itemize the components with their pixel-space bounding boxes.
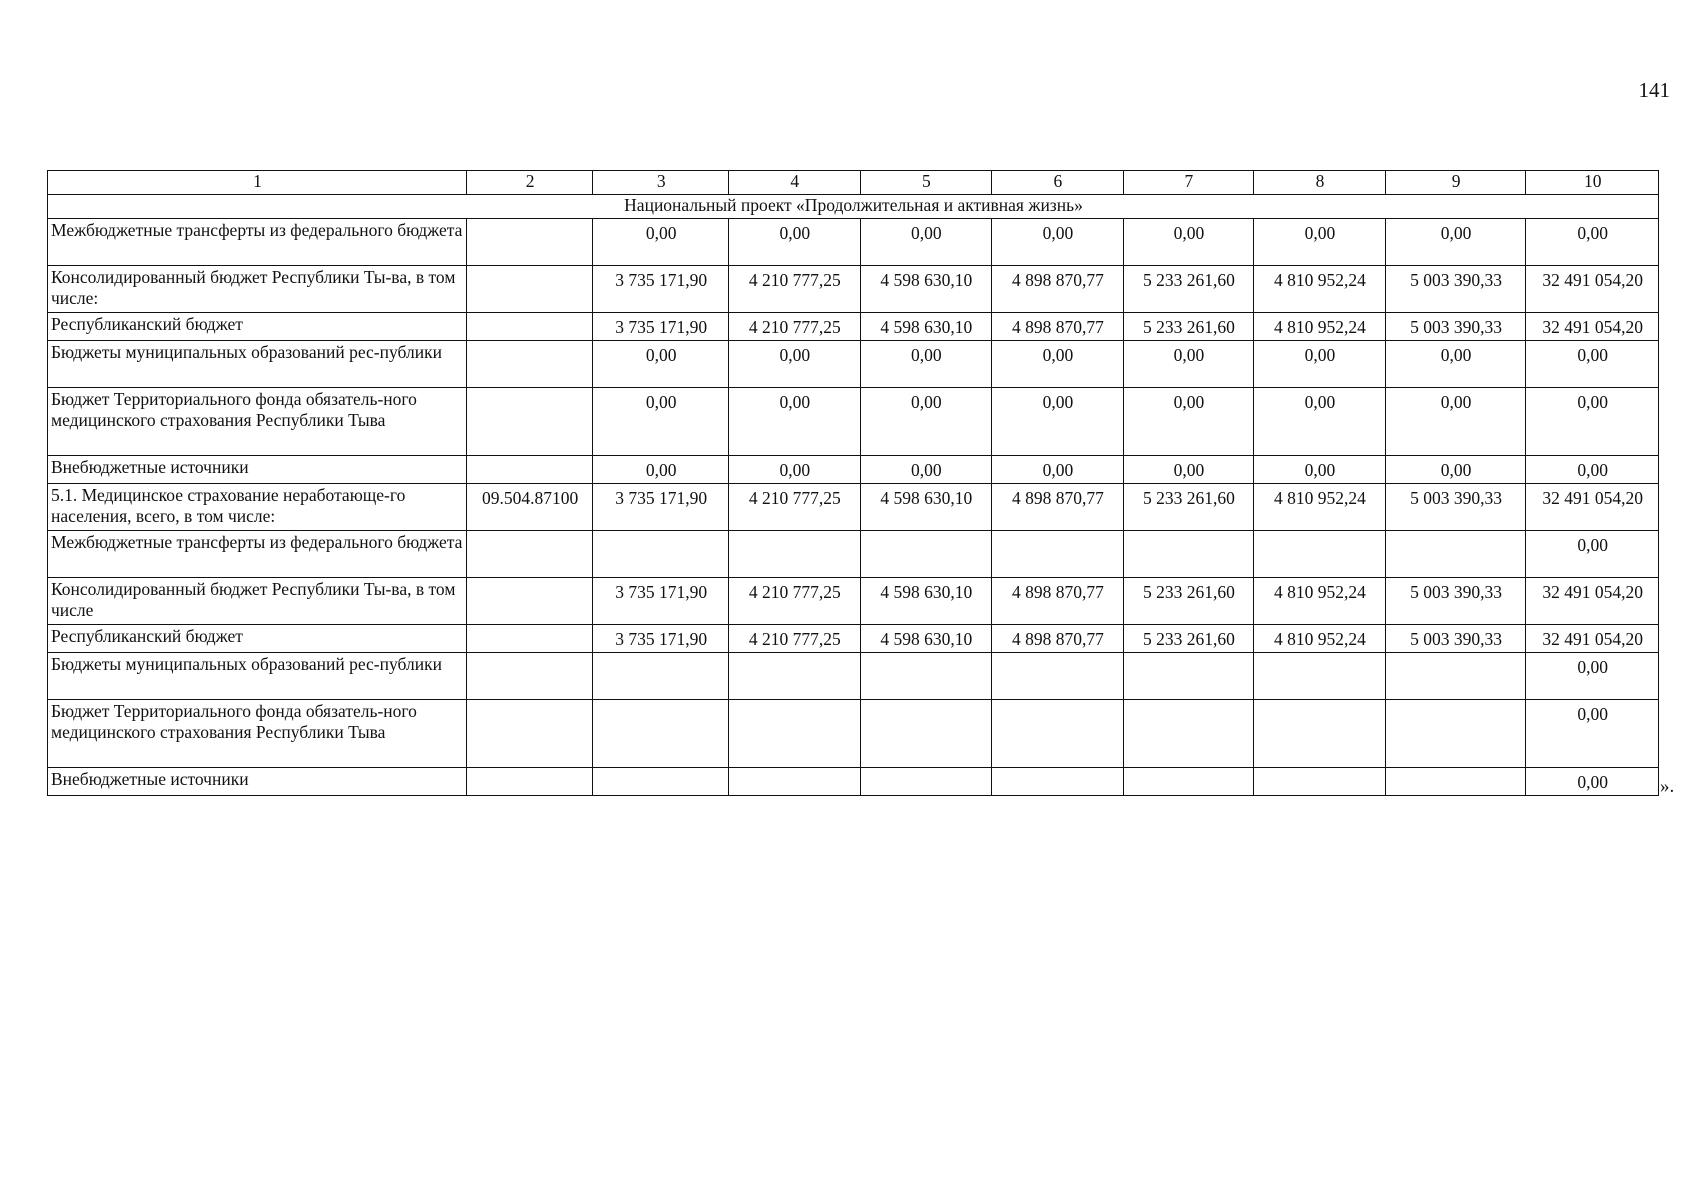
value-cell: 3 735 171,90 xyxy=(593,266,729,313)
value-cell xyxy=(1254,653,1386,700)
value-cell: 3 735 171,90 xyxy=(593,578,729,625)
value-cell: 0,00 xyxy=(593,219,729,266)
row-label: Внебюджетные источники xyxy=(48,768,467,796)
table-row xyxy=(48,578,1659,625)
value-cell: 32 491 054,20 xyxy=(1526,484,1659,531)
value-cell: 0,00 xyxy=(1385,219,1526,266)
value-cell: 0,00 xyxy=(1526,341,1659,388)
column-number-cell: 4 xyxy=(729,171,861,195)
value-cell: 4 598 630,10 xyxy=(860,625,992,653)
value-cell: 4 598 630,10 xyxy=(860,578,992,625)
row-code xyxy=(466,266,592,313)
closing-quote-mark: ». xyxy=(1660,776,1675,797)
row-code xyxy=(466,625,592,653)
value-cell xyxy=(1254,768,1386,796)
row-code: 09.504.87100 xyxy=(466,484,592,531)
value-cell: 4 898 870,77 xyxy=(992,578,1124,625)
value-cell: 0,00 xyxy=(729,341,861,388)
value-cell: 5 003 390,33 xyxy=(1385,484,1526,531)
value-cell: 0,00 xyxy=(1254,219,1386,266)
table-row xyxy=(48,456,1659,484)
value-cell: 4 898 870,77 xyxy=(992,266,1124,313)
row-label: Консолидированный бюджет Республики Ты-ва, в том числе xyxy=(48,578,467,625)
value-cell: 5 233 261,60 xyxy=(1123,266,1254,313)
column-number-cell: 3 xyxy=(593,171,729,195)
table-row xyxy=(48,219,1659,266)
value-cell: 0,00 xyxy=(1123,219,1254,266)
value-cell: 0,00 xyxy=(860,456,992,484)
value-cell: 5 003 390,33 xyxy=(1385,578,1526,625)
budget-table xyxy=(47,170,1659,796)
row-code xyxy=(466,531,592,578)
value-cell xyxy=(1123,768,1254,796)
value-cell xyxy=(1385,531,1526,578)
value-cell: 0,00 xyxy=(1526,388,1659,456)
column-number-cell: 8 xyxy=(1254,171,1386,195)
value-cell: 4 598 630,10 xyxy=(860,484,992,531)
value-cell: 4 810 952,24 xyxy=(1254,266,1386,313)
value-cell xyxy=(860,531,992,578)
value-cell: 4 598 630,10 xyxy=(860,313,992,341)
value-cell xyxy=(1385,653,1526,700)
row-label: Внебюджетные источники xyxy=(48,456,467,484)
value-cell: 0,00 xyxy=(729,456,861,484)
column-number-cell: 9 xyxy=(1385,171,1526,195)
value-cell: 0,00 xyxy=(1526,768,1659,796)
value-cell: 0,00 xyxy=(860,219,992,266)
value-cell xyxy=(729,653,861,700)
value-cell xyxy=(729,531,861,578)
table-row xyxy=(48,388,1659,456)
value-cell: 0,00 xyxy=(992,388,1124,456)
page-number: 141 xyxy=(1638,78,1670,102)
value-cell: 4 898 870,77 xyxy=(992,625,1124,653)
value-cell xyxy=(860,700,992,768)
value-cell: 4 810 952,24 xyxy=(1254,313,1386,341)
value-cell: 4 898 870,77 xyxy=(992,313,1124,341)
value-cell: 0,00 xyxy=(1385,341,1526,388)
section-title: Национальный проект «Продолжительная и активная жизнь» xyxy=(48,195,1659,219)
table-row xyxy=(48,653,1659,700)
value-cell xyxy=(593,531,729,578)
value-cell xyxy=(1254,531,1386,578)
value-cell: 32 491 054,20 xyxy=(1526,266,1659,313)
value-cell: 4 898 870,77 xyxy=(992,484,1124,531)
value-cell: 4 210 777,25 xyxy=(729,578,861,625)
table-row xyxy=(48,768,1659,796)
value-cell xyxy=(1123,653,1254,700)
value-cell: 0,00 xyxy=(1526,700,1659,768)
value-cell: 0,00 xyxy=(860,341,992,388)
value-cell: 32 491 054,20 xyxy=(1526,625,1659,653)
table-row xyxy=(48,341,1659,388)
row-code xyxy=(466,578,592,625)
value-cell xyxy=(860,653,992,700)
value-cell: 4 810 952,24 xyxy=(1254,625,1386,653)
column-number-row xyxy=(48,171,1659,195)
row-code xyxy=(466,768,592,796)
value-cell: 4 210 777,25 xyxy=(729,625,861,653)
value-cell: 0,00 xyxy=(593,456,729,484)
value-cell: 0,00 xyxy=(1526,531,1659,578)
column-number-cell: 7 xyxy=(1123,171,1254,195)
value-cell: 4 810 952,24 xyxy=(1254,578,1386,625)
table-row xyxy=(48,266,1659,313)
row-label: Бюджет Территориального фонда обязатель-ного медицинского страхования Республики Тыва xyxy=(48,388,467,456)
row-code xyxy=(466,341,592,388)
value-cell: 0,00 xyxy=(593,388,729,456)
table-row xyxy=(48,625,1659,653)
value-cell: 32 491 054,20 xyxy=(1526,578,1659,625)
value-cell xyxy=(593,700,729,768)
value-cell: 0,00 xyxy=(860,388,992,456)
value-cell: 0,00 xyxy=(992,219,1124,266)
value-cell: 0,00 xyxy=(1254,388,1386,456)
value-cell xyxy=(729,768,861,796)
value-cell xyxy=(1254,700,1386,768)
row-label: Республиканский бюджет xyxy=(48,625,467,653)
value-cell: 0,00 xyxy=(1385,388,1526,456)
value-cell: 0,00 xyxy=(1526,456,1659,484)
value-cell: 5 233 261,60 xyxy=(1123,578,1254,625)
value-cell: 5 233 261,60 xyxy=(1123,484,1254,531)
value-cell: 0,00 xyxy=(992,456,1124,484)
value-cell: 0,00 xyxy=(992,341,1124,388)
column-number-cell: 1 xyxy=(48,171,467,195)
row-label: Консолидированный бюджет Республики Ты-ва, в том числе: xyxy=(48,266,467,313)
column-number-cell: 5 xyxy=(860,171,992,195)
value-cell xyxy=(1123,700,1254,768)
column-number-cell: 2 xyxy=(466,171,592,195)
row-code xyxy=(466,700,592,768)
value-cell: 0,00 xyxy=(1123,456,1254,484)
row-label: Бюджет Территориального фонда обязатель-ного медицинского страхования Республики Тыва xyxy=(48,700,467,768)
value-cell: 5 003 390,33 xyxy=(1385,313,1526,341)
value-cell: 0,00 xyxy=(1526,653,1659,700)
value-cell: 0,00 xyxy=(1526,219,1659,266)
value-cell xyxy=(593,768,729,796)
row-label: Бюджеты муниципальных образований рес-публики xyxy=(48,653,467,700)
value-cell: 5 003 390,33 xyxy=(1385,266,1526,313)
row-code xyxy=(466,313,592,341)
value-cell xyxy=(992,768,1124,796)
row-label: Межбюджетные трансферты из федерального бюджета xyxy=(48,531,467,578)
value-cell: 0,00 xyxy=(1385,456,1526,484)
value-cell xyxy=(992,531,1124,578)
value-cell: 4 210 777,25 xyxy=(729,266,861,313)
value-cell: 0,00 xyxy=(729,388,861,456)
value-cell: 0,00 xyxy=(729,219,861,266)
column-number-cell: 10 xyxy=(1526,171,1659,195)
table-row xyxy=(48,484,1659,531)
row-label: Бюджеты муниципальных образований рес-публики xyxy=(48,341,467,388)
row-label: 5.1. Медицинское страхование неработающе-го населения, всего, в том числе: xyxy=(48,484,467,531)
value-cell: 4 810 952,24 xyxy=(1254,484,1386,531)
value-cell: 5 003 390,33 xyxy=(1385,625,1526,653)
value-cell: 3 735 171,90 xyxy=(593,313,729,341)
value-cell: 0,00 xyxy=(1123,341,1254,388)
value-cell: 0,00 xyxy=(1254,341,1386,388)
row-code xyxy=(466,388,592,456)
row-label: Республиканский бюджет xyxy=(48,313,467,341)
value-cell xyxy=(992,653,1124,700)
value-cell: 32 491 054,20 xyxy=(1526,313,1659,341)
value-cell: 5 233 261,60 xyxy=(1123,625,1254,653)
table-row xyxy=(48,313,1659,341)
value-cell: 0,00 xyxy=(1254,456,1386,484)
row-code xyxy=(466,653,592,700)
value-cell xyxy=(1385,768,1526,796)
value-cell xyxy=(992,700,1124,768)
value-cell xyxy=(1385,700,1526,768)
value-cell xyxy=(1123,531,1254,578)
value-cell: 4 210 777,25 xyxy=(729,484,861,531)
value-cell: 3 735 171,90 xyxy=(593,484,729,531)
table-row xyxy=(48,531,1659,578)
value-cell xyxy=(860,768,992,796)
row-code xyxy=(466,219,592,266)
value-cell xyxy=(593,653,729,700)
row-code xyxy=(466,456,592,484)
column-number-cell: 6 xyxy=(992,171,1124,195)
row-label: Межбюджетные трансферты из федерального бюджета xyxy=(48,219,467,266)
table-row xyxy=(48,700,1659,768)
value-cell: 0,00 xyxy=(593,341,729,388)
value-cell: 3 735 171,90 xyxy=(593,625,729,653)
value-cell: 4 210 777,25 xyxy=(729,313,861,341)
section-title-row xyxy=(48,195,1659,219)
value-cell: 4 598 630,10 xyxy=(860,266,992,313)
value-cell: 5 233 261,60 xyxy=(1123,313,1254,341)
value-cell: 0,00 xyxy=(1123,388,1254,456)
value-cell xyxy=(729,700,861,768)
